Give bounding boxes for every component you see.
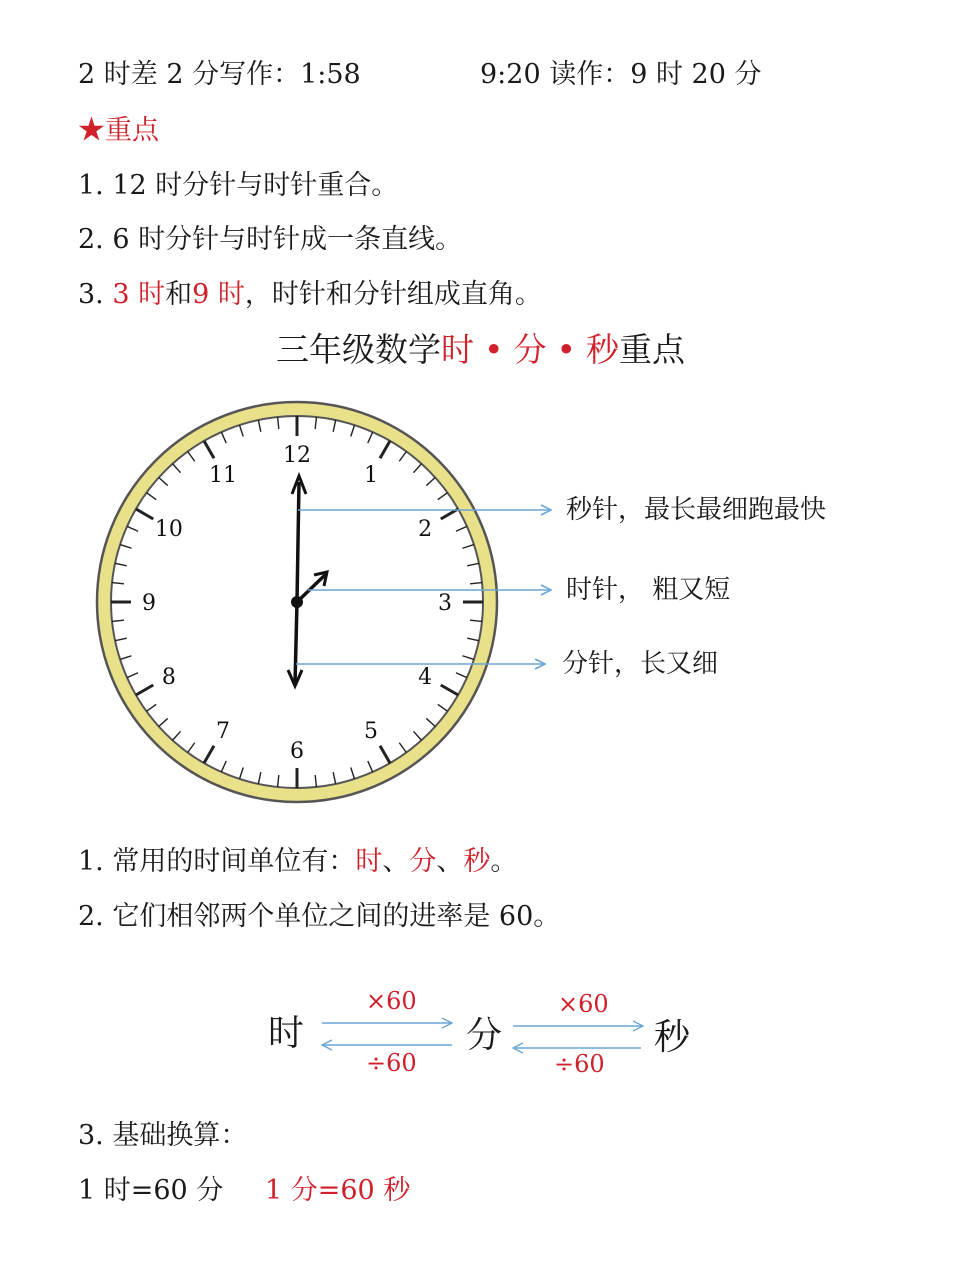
clock-numeral: 7 (216, 719, 230, 745)
clock-numeral: 2 (418, 517, 433, 542)
divide-label-1: ÷60 (366, 1049, 417, 1077)
key-point-3-rest: ，时针和分针组成直角。 (244, 279, 542, 310)
multiply-label-1: ×60 (366, 987, 417, 1015)
clock-face (97, 402, 497, 802)
key-point-3-time-a: 3 时 (112, 279, 166, 310)
divide-label-2: ÷60 (554, 1050, 605, 1078)
title-dot-1: • (484, 330, 504, 369)
key-point-2-text: 2. 6 时分针与时针成一条直线。 (78, 224, 463, 255)
hour-hand-label: 时针， 粗又短 (566, 575, 731, 605)
key-point-3-num: 3. (78, 279, 113, 310)
clock-numeral: 6 (290, 739, 304, 764)
key-point-3-time-b: 9 时 (192, 279, 245, 310)
key-point-1-text: 1. 12 时分针与时针重合。 (78, 170, 399, 201)
fact-1-minute: 分 (409, 846, 437, 877)
second-hand-label: 秒针，最长最细跑最快 (566, 495, 827, 525)
unit-hour: 时 (268, 1013, 305, 1054)
conversion-example-right: 9:20 读作：9 时 20 分 (480, 59, 762, 90)
basic-conversion-eq-1: 1 时=60 分 (78, 1175, 224, 1206)
clock-center-pin (291, 596, 303, 608)
fact-1-second: 秒 (463, 846, 491, 877)
title-dot-2: • (556, 330, 576, 369)
basic-conversion-eq-2: 1 分=60 秒 (265, 1175, 411, 1206)
title-prefix: 三年级数学 (276, 330, 442, 369)
clock-numeral: 10 (154, 517, 183, 542)
fact-1-end: 。 (490, 846, 518, 877)
clock-numeral: 3 (438, 591, 452, 616)
multiply-label-2: ×60 (558, 990, 609, 1018)
fact-1-hour: 时 (355, 846, 383, 877)
clock-numeral: 11 (209, 462, 237, 488)
unit-second: 秒 (654, 1017, 691, 1058)
minute-hand-label: 分针，长又细 (562, 649, 719, 679)
fact-1-sep-1: 、 (382, 846, 410, 877)
clock-numeral: 4 (418, 665, 433, 690)
fact-1 (78, 845, 517, 879)
fact-1-sep-2: 、 (436, 846, 464, 877)
clock-numeral: 1 (364, 462, 378, 488)
key-point-3-and: 和 (165, 279, 193, 310)
conversion-example-left: 2 时差 2 分写作：1:58 (78, 59, 361, 90)
clock-numeral: 5 (364, 719, 378, 745)
title-hour: 时 (441, 330, 475, 369)
title-second: 秒 (585, 330, 619, 369)
fact-1-prefix: 1. 常用的时间单位有： (78, 846, 356, 877)
fact-2: 2. 它们相邻两个单位之间的进率是 60。 (78, 901, 561, 932)
clock-numeral: 12 (283, 443, 311, 468)
title-minute: 分 (513, 330, 547, 369)
title-suffix: 重点 (618, 330, 685, 369)
clock-numeral: 9 (142, 591, 156, 616)
basic-conversion-heading: 3. 基础换算： (78, 1120, 248, 1151)
clock-numeral: 8 (161, 665, 176, 690)
key-points-heading: ★重点 (78, 115, 159, 146)
unit-minute: 分 (466, 1015, 503, 1056)
